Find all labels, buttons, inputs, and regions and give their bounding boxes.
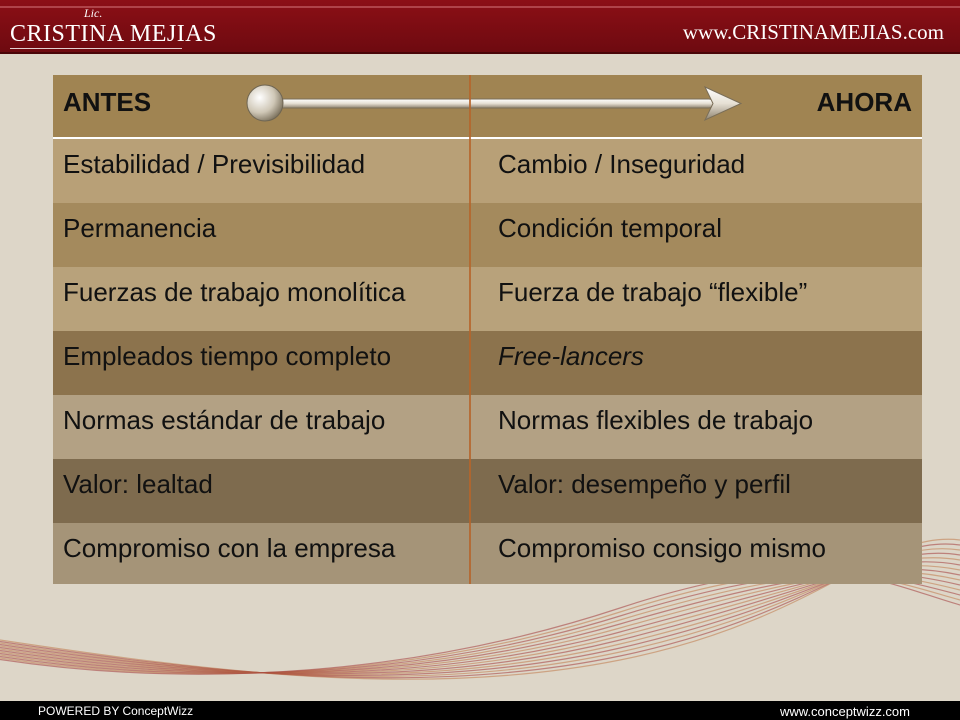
table-row xyxy=(53,523,922,584)
arrow-icon xyxy=(243,79,753,131)
table-row xyxy=(53,459,922,523)
header-stripe xyxy=(0,6,960,8)
powered-by: POWERED BY ConceptWizz xyxy=(38,704,194,718)
header-antes: ANTES xyxy=(63,87,152,117)
header-ahora: AHORA xyxy=(816,87,912,117)
antes-cell: Empleados tiempo completo xyxy=(63,341,392,371)
site-url[interactable]: www.CRISTINAMEJIAS.com xyxy=(682,20,944,44)
column-divider xyxy=(469,75,471,584)
antes-cell: Normas estándar de trabajo xyxy=(63,405,386,435)
table-row xyxy=(53,203,922,267)
ahora-cell: Normas flexibles de trabajo xyxy=(498,405,814,435)
table-row xyxy=(53,139,922,203)
footer-url[interactable]: www.conceptwizz.com xyxy=(779,704,910,719)
brand-name: CRISTINA MEJIAS xyxy=(10,21,217,47)
ahora-cell: Compromiso consigo mismo xyxy=(498,533,826,563)
ahora-cell: Free-lancers xyxy=(498,341,644,371)
table-header-row xyxy=(53,75,922,137)
brand-lic: Lic. xyxy=(84,6,103,20)
antes-cell: Fuerzas de trabajo monolítica xyxy=(63,277,406,307)
table-row xyxy=(53,395,922,459)
antes-cell: Permanencia xyxy=(63,213,217,243)
brand-underline xyxy=(10,48,182,49)
ahora-cell: Valor: desempeño y perfil xyxy=(498,469,791,499)
comparison-table xyxy=(53,75,922,584)
ahora-cell: Condición temporal xyxy=(498,213,723,243)
antes-cell: Estabilidad / Previsibilidad xyxy=(63,149,366,179)
antes-cell: Compromiso con la empresa xyxy=(63,533,396,563)
header-band xyxy=(0,0,960,54)
antes-cell: Valor: lealtad xyxy=(63,469,213,499)
ahora-cell: Cambio / Inseguridad xyxy=(498,149,746,179)
footer-bar xyxy=(0,701,960,720)
table-row xyxy=(53,267,922,331)
ahora-cell: Fuerza de trabajo “flexible” xyxy=(498,277,808,307)
table-row xyxy=(53,331,922,395)
